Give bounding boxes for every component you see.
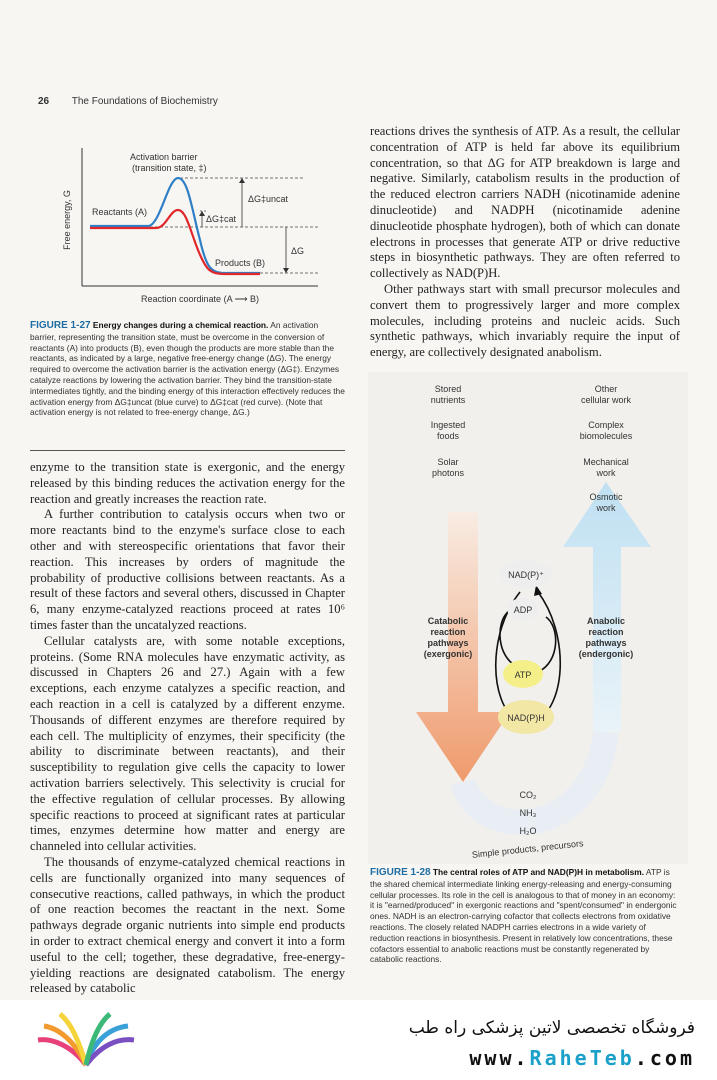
running-title: The Foundations of Biochemistry	[71, 96, 218, 107]
book-logo-icon	[36, 1010, 136, 1072]
left-column-text	[30, 460, 345, 997]
running-header	[38, 96, 218, 107]
svg-text:Catabolicreactionpathways(exer: Catabolic reaction pathways (exergonic)	[423, 616, 473, 659]
caption-divider	[30, 450, 345, 451]
caption-title: Energy changes during a chemical reaction.	[92, 320, 269, 330]
product-nh3: NH₃	[519, 808, 537, 818]
store-brand-name: فروشگاه تخصصی لاتین پزشکی راه طب	[408, 1018, 695, 1038]
svg-text:Othercellular work: Other cellular work	[580, 384, 632, 405]
y-axis-label: Free energy, G	[62, 190, 72, 250]
simple-products-label: Simple products, precursors	[471, 838, 584, 860]
activation-barrier-label: Activation barrier	[130, 152, 198, 162]
adp-label: ADP	[513, 605, 533, 615]
input-ingested-foods: Ingested	[430, 420, 466, 430]
dg-label: ΔG	[291, 246, 305, 256]
store-website[interactable]: www.RaheTeb.com	[469, 1046, 695, 1070]
caption-title: The central roles of ATP and NAD(P)H in metabolism.	[432, 867, 645, 877]
product-co2: CO₂	[519, 790, 537, 800]
products-label: Products (B)	[215, 258, 266, 268]
page-number: 26	[38, 96, 50, 107]
paragraph: enzyme to the transition state is exergonic, and the energy released by this binding reduces the activation energy for the reaction and greatly increases the reaction rate.	[30, 460, 345, 506]
transition-state-label: (transition state, ‡)	[132, 163, 207, 173]
paragraph: The thousands of enzyme-catalyzed chemical reactions in cells are functionally organized into many sequences of consecutive reactions, called pathways, in which the product of one reaction becomes the reactant in the next. Some pathways degrade organic nutrients into simple end products in order to extract chemical energy and convert it into a form useful to the cell; together, these degradative, free-energy-yielding reactions are designated catabolism. The energy released by catabolic	[30, 854, 345, 996]
nadp-plus-label: NAD(P)⁺	[508, 570, 544, 580]
figure-1-27-energy-diagram	[60, 140, 325, 310]
product-h2o: H₂O	[519, 826, 537, 836]
svg-text:Complexbiomolecules: Complex biomolecules	[579, 420, 633, 441]
dg-uncat-label: ΔG‡uncat	[248, 194, 289, 204]
input-solar-photons: Solar	[437, 457, 459, 467]
paragraph: Cellular catalysts are, with some notable exceptions, proteins. (Some RNA molecules have enzymatic activity, as discussed in Chapters 26 and 27.) Again with a few exceptions, each enzyme catalyzes a specific reaction, and each reaction in a cell is catalyzed by a different enzyme. Thousands of different enzymes are therefore required by each cell. The multiplicity of enzymes, their specificity (the ability to discriminate between reactants), and their susceptibility to regulation give cells the capacity to lower activation barriers selectively. This selectivity is crucial for the effective regulation of cellular processes. By allowing specific reactions to proceed at significant rates at particular times, enzymes determine how matter and energy are channeled into cellular activities.	[30, 633, 345, 854]
svg-text:Anabolicreactionpathways(ender: Anabolic reaction pathways (endergonic)	[578, 616, 634, 659]
paragraph: Other pathways start with small precursor molecules and convert them to progressively larger and more complex molecules, including proteins and nucleic acids. Such synthetic pathways, which invariably require the input of energy, are collectively designated anabolism.	[370, 281, 680, 360]
caption-figure-number: FIGURE 1-28	[370, 867, 431, 878]
figure-1-27-caption	[30, 320, 345, 418]
paragraph: A further contribution to catalysis occurs when two or more reactants bind to the enzyme's surface close to each other and with stereospecific orientations that favor their reaction. This increases by orders of magnitude the probability of productive collisions between reactants. As a result of these factors and several others, discussed in Chapter 6, many enzyme-catalyzed reactions proceed at rates 10⁶ times faster than the uncatalyzed reactions.	[30, 507, 345, 632]
svg-text:Mechanicalwork: Mechanical work	[583, 457, 629, 478]
x-axis-label: Reaction coordinate (A ⟶ B)	[141, 294, 259, 304]
atp-label: ATP	[514, 670, 532, 680]
figure-1-28-metabolism-diagram	[368, 372, 688, 864]
input-stored-nutrients: Stored	[434, 384, 462, 394]
caption-figure-number: FIGURE 1-27	[30, 320, 91, 331]
svg-text:Solarphotons: Solar photons	[431, 457, 465, 478]
dg-cat-label: ΔG‡cat	[206, 214, 237, 224]
anabolic-arrow	[563, 482, 651, 732]
figure-1-28-caption	[370, 867, 680, 965]
nadph-label: NAD(P)H	[507, 713, 545, 723]
svg-text:Osmoticwork: Osmotic work	[589, 492, 623, 513]
svg-text:Ingestedfoods: Ingested foods	[430, 420, 466, 441]
right-column-text	[370, 124, 680, 361]
paragraph: reactions drives the synthesis of ATP. As a result, the cellular concentration of ATP is held far above its equilibrium concentration, so that ΔG for ATP breakdown is large and negative. Similarly, catabolism results in the production of the reduced electron carriers NADH (nicotinamide adenine dinucleotide) and NADPH (nicotinamide adenine dinucleotide phosphate hydrogen), both of which can donate electrons in processes that generate ATP or drive reductive steps in biosynthetic pathways. They are often referred to collectively as NAD(P)H.	[370, 124, 680, 281]
caption-text: An activation barrier, representing the transition state, must be overcome in the conversion of reactants (A) into products (B), even though the products are more stable than the reactants, as indicated by a large, negative free-energy change (ΔG). The energy required to overcome the activation barrier is the activation energy (ΔG‡). Enzymes catalyze reactions by lowering the activation barrier. They bind the transition-state intermediates tightly, and the binding energy of this interaction effectively reduces the activation energy from ΔG‡uncat (blue curve) to ΔG‡cat (red curve). (Note that activation energy is not related to free-energy change, ΔG.)	[30, 320, 345, 418]
svg-text:Storednutrients: Stored nutrients	[430, 384, 466, 405]
caption-text: ATP is the shared chemical intermediate linking energy-releasing and energy-consuming cellular processes. Its role in the cell is analogous to that of money in an economy: it is "earned/produced" in exergonic reactions and "spent/consumed" in endergonic ones. NADH is an electron-carrying cofactor that collects electrons from oxidative reactions. The closely related NADPH carries electrons in a wide variety of reduction reactions in biosynthesis. Present in relatively low concentrations, these cofactors essential to anabolic reactions must be constantly regenerated by catabolic reactions.	[370, 867, 677, 965]
reactants-label: Reactants (A)	[92, 207, 148, 217]
